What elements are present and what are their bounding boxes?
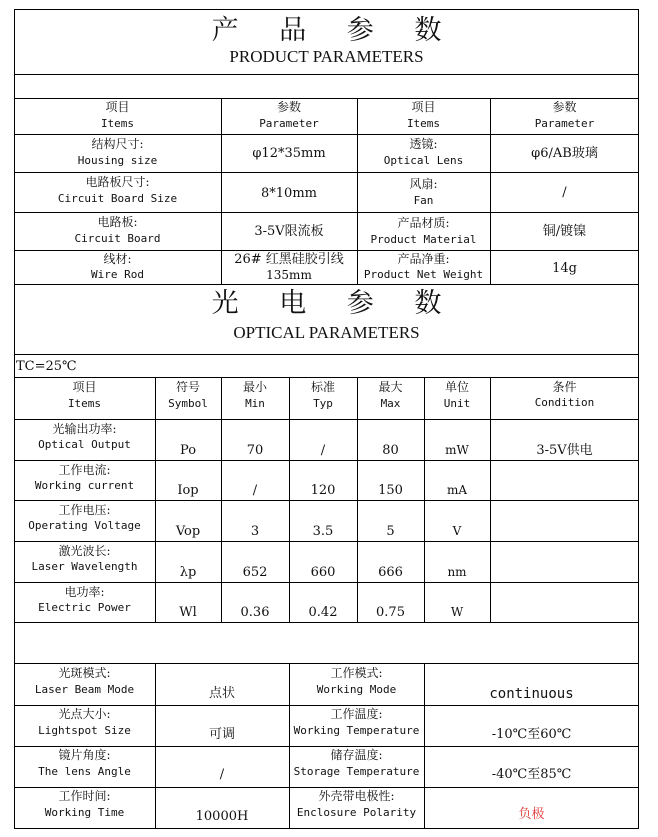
divider bbox=[357, 377, 358, 622]
max-value: 0.75 bbox=[376, 605, 405, 620]
symbol-value: Vop bbox=[175, 524, 201, 539]
header-items-en: Items bbox=[100, 117, 135, 130]
max-value: 150 bbox=[378, 483, 403, 498]
row-label-zh: 光点大小: bbox=[58, 707, 111, 721]
row-label-zh: 镜片角度: bbox=[58, 748, 111, 762]
min-value: 0.36 bbox=[240, 605, 270, 620]
divider bbox=[14, 746, 639, 747]
row-label-zh: 产品材质: bbox=[397, 216, 450, 230]
circuit-board-value: 3-5V限流板 bbox=[254, 224, 324, 239]
row-label-zh: 线材: bbox=[103, 252, 132, 266]
typ-value: / bbox=[320, 443, 326, 458]
unit-value: nm bbox=[447, 565, 467, 579]
col-header-en: Condition bbox=[534, 396, 595, 409]
row-label-zh: 工作温度: bbox=[330, 707, 383, 721]
divider bbox=[14, 787, 639, 788]
divider bbox=[14, 663, 639, 664]
row-label-en: Laser Wavelength bbox=[31, 560, 138, 573]
working-mode-value: continuous bbox=[489, 686, 574, 702]
divider bbox=[14, 250, 639, 251]
row-label-zh: 产品净重: bbox=[397, 252, 450, 266]
symbol-value: λp bbox=[179, 565, 197, 580]
row-label-en: Fan bbox=[413, 194, 434, 207]
divider bbox=[14, 354, 639, 355]
product-title-zh: 产 品 参 数 bbox=[211, 15, 458, 46]
row-label-zh: 工作电流: bbox=[58, 463, 111, 477]
col-header-en: Items bbox=[67, 397, 102, 410]
row-label-en: Operating Voltage bbox=[28, 519, 141, 532]
typ-value: 660 bbox=[310, 565, 336, 580]
col-header-en: Max bbox=[380, 397, 401, 410]
row-label-en: Laser Beam Mode bbox=[34, 683, 135, 696]
circuit-board-size-value: 8*10mm bbox=[261, 186, 317, 201]
row-label-en: Product Material bbox=[370, 233, 477, 246]
divider bbox=[14, 98, 639, 99]
row-label-zh: 电路板: bbox=[97, 215, 138, 229]
divider bbox=[14, 460, 639, 461]
header-items-zh: 项目 bbox=[105, 100, 130, 114]
col-header-en: Min bbox=[245, 397, 265, 410]
housing-size-value: φ12*35mm bbox=[252, 146, 326, 161]
row-label-en: Electric Power bbox=[38, 601, 131, 614]
lightspot-size-value: 可调 bbox=[208, 727, 235, 742]
row-label-zh: 工作模式: bbox=[330, 666, 383, 680]
typ-value: 120 bbox=[310, 483, 336, 498]
divider bbox=[14, 419, 639, 420]
optical-title-en: OPTICAL PARAMETERS bbox=[233, 323, 420, 342]
header-parameter-en: Parameter bbox=[534, 117, 595, 130]
row-label-en: Wire Rod bbox=[91, 268, 144, 281]
col-header-en: Unit bbox=[443, 397, 471, 410]
working-temperature-value: -10℃至60℃ bbox=[491, 727, 572, 742]
row-label-zh: 工作时间: bbox=[58, 789, 111, 803]
row-label-zh: 风扇: bbox=[409, 177, 438, 191]
enclosure-polarity-value: 负极 bbox=[518, 807, 545, 822]
working-time-value: 10000H bbox=[195, 809, 249, 824]
divider bbox=[14, 134, 639, 135]
header-items-en: Items bbox=[406, 117, 441, 130]
divider bbox=[14, 622, 639, 623]
optical-lens-value: φ6/AB玻璃 bbox=[531, 146, 598, 161]
divider bbox=[155, 377, 156, 622]
row-label-en: Circuit Board Size bbox=[57, 192, 178, 205]
header-parameter-zh: 参数 bbox=[276, 100, 301, 114]
row-label-en: Circuit Board bbox=[74, 232, 161, 245]
col-header-zh: 项目 bbox=[72, 380, 97, 394]
col-header-zh: 符号 bbox=[175, 380, 200, 394]
col-header-zh: 单位 bbox=[444, 380, 469, 394]
row-label-en: Working Mode bbox=[316, 683, 397, 696]
divider bbox=[14, 212, 639, 213]
max-value: 5 bbox=[386, 524, 395, 539]
col-header-zh: 标准 bbox=[310, 380, 335, 394]
product-material-value: 铜/镀镍 bbox=[542, 224, 587, 239]
divider bbox=[14, 172, 639, 173]
col-header-zh: 最大 bbox=[378, 380, 403, 394]
unit-value: mA bbox=[446, 483, 468, 497]
unit-value: mW bbox=[445, 443, 469, 457]
divider bbox=[14, 500, 639, 501]
net-weight-value: 14g bbox=[552, 261, 577, 276]
divider bbox=[490, 377, 491, 622]
row-label-zh: 电功率: bbox=[64, 585, 105, 599]
divider bbox=[14, 541, 639, 542]
row-label-zh: 外壳带电极性: bbox=[318, 789, 395, 803]
min-value: 652 bbox=[242, 565, 268, 580]
beam-mode-value: 点状 bbox=[208, 686, 235, 701]
divider bbox=[289, 377, 290, 622]
row-label-zh: 光输出功率: bbox=[52, 422, 117, 436]
typ-value: 3.5 bbox=[312, 524, 334, 539]
fan-value: / bbox=[562, 185, 567, 200]
divider bbox=[424, 377, 425, 622]
row-label-en: Working current bbox=[34, 479, 135, 492]
col-header-en: Typ bbox=[313, 397, 333, 410]
symbol-value: Po bbox=[179, 443, 197, 458]
row-label-en: Storage Temperature bbox=[293, 765, 420, 778]
header-parameter-zh: 参数 bbox=[552, 100, 577, 114]
row-label-en: Housing size bbox=[77, 154, 158, 167]
row-label-zh: 激光波长: bbox=[58, 544, 111, 558]
divider bbox=[221, 377, 222, 622]
lens-angle-value: / bbox=[219, 767, 225, 782]
unit-value: W bbox=[450, 605, 464, 619]
row-label-en: Lightspot Size bbox=[38, 724, 131, 737]
header-items-zh: 项目 bbox=[411, 100, 436, 114]
typ-value: 0.42 bbox=[308, 605, 338, 620]
storage-temperature-value: -40℃至85℃ bbox=[491, 767, 572, 782]
row-label-zh: 储存温度: bbox=[330, 748, 383, 762]
row-label-en: The lens Angle bbox=[38, 765, 131, 778]
row-label-en: Working Temperature bbox=[293, 724, 420, 737]
symbol-value: Wl bbox=[179, 605, 197, 620]
row-label-zh: 透镜: bbox=[409, 137, 438, 151]
min-value: 70 bbox=[246, 443, 264, 458]
divider bbox=[14, 284, 639, 285]
col-header-en: Symbol bbox=[168, 397, 208, 410]
row-label-zh: 结构尺寸: bbox=[91, 137, 144, 151]
product-title-en: PRODUCT PARAMETERS bbox=[229, 47, 424, 66]
divider bbox=[14, 377, 639, 378]
row-label-zh: 电路板尺寸: bbox=[85, 175, 150, 189]
row-label-en: Optical Output bbox=[38, 438, 131, 451]
divider bbox=[14, 582, 639, 583]
test-condition-label: TC=25℃ bbox=[16, 359, 77, 374]
row-label-en: Working Time bbox=[44, 806, 125, 819]
wire-rod-value: 26# 红黑硅胶引线 bbox=[234, 252, 344, 267]
row-label-zh: 光斑模式: bbox=[58, 666, 111, 680]
divider bbox=[14, 74, 639, 75]
row-label-en: Product Net Weight bbox=[363, 268, 484, 281]
unit-value: V bbox=[452, 524, 462, 538]
condition-value: 3-5V供电 bbox=[536, 443, 593, 458]
row-label-en: Enclosure Polarity bbox=[296, 806, 417, 819]
row-label-zh: 工作电压: bbox=[58, 503, 111, 517]
header-parameter-en: Parameter bbox=[259, 117, 319, 130]
wire-rod-length: 135mm bbox=[266, 268, 312, 282]
row-label-en: Optical Lens bbox=[383, 154, 464, 167]
min-value: / bbox=[252, 483, 258, 498]
max-value: 80 bbox=[382, 443, 399, 458]
symbol-value: Iop bbox=[177, 483, 199, 498]
min-value: 3 bbox=[250, 524, 260, 539]
divider bbox=[14, 705, 639, 706]
max-value: 666 bbox=[378, 565, 403, 580]
optical-title-zh: 光 电 参 数 bbox=[211, 288, 458, 319]
col-header-zh: 最小 bbox=[242, 380, 267, 394]
col-header-zh: 条件 bbox=[552, 380, 577, 394]
